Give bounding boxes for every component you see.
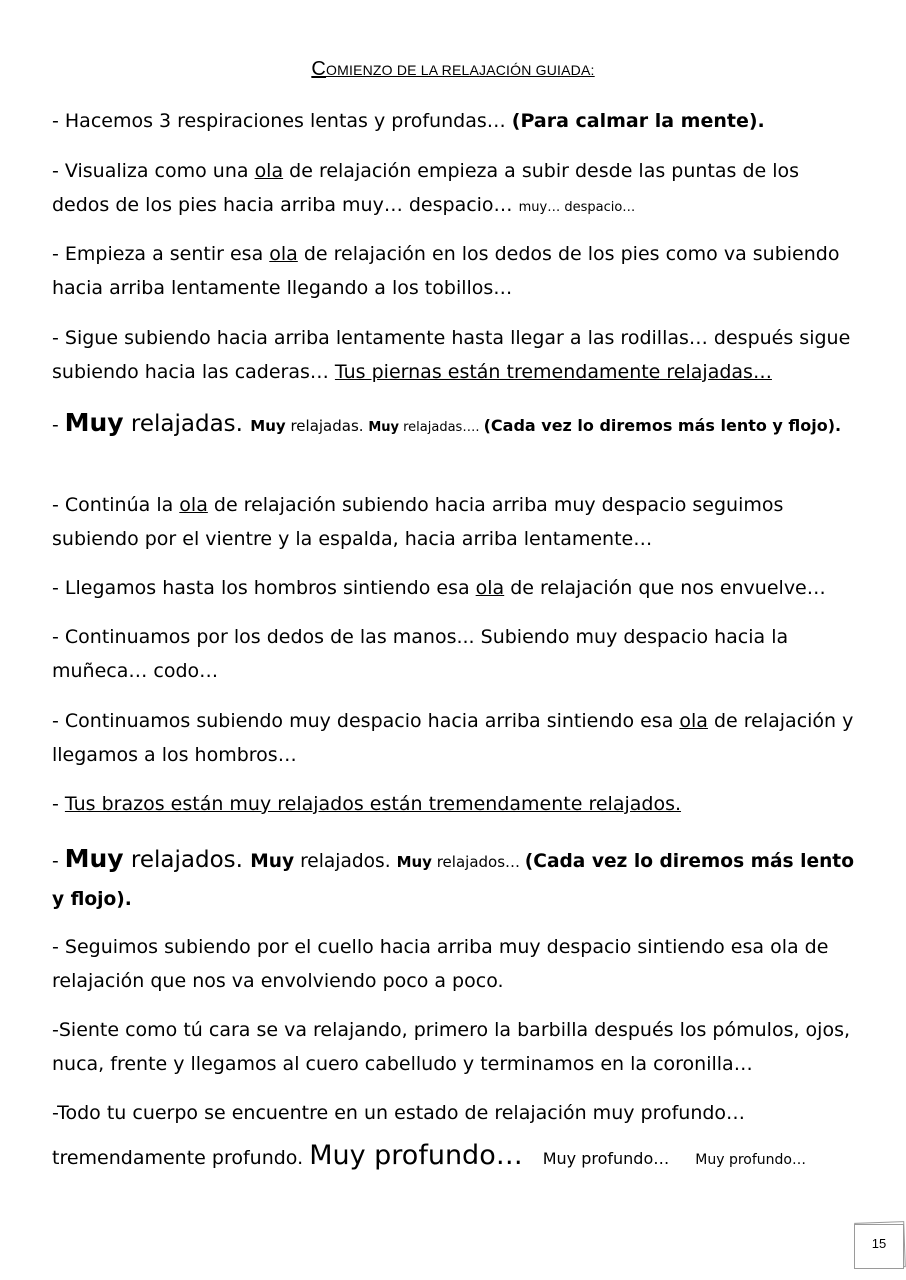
relajadas-small: relajadas…. [398,420,484,435]
muy-medium: Muy [250,851,295,872]
paragraph-hands [52,620,862,688]
arms-relaxed-underlined: Tus brazos están muy relajados están tremendamente relajados. [64,793,682,815]
paragraph-arms-repeat [52,840,862,919]
slower-note: (Cada vez lo diremos más lento y flojo). [483,416,842,435]
arms-text-a: - Continuamos subiendo muy despacio hacia arriba sintiendo esa [52,710,680,732]
feel-text-a: - Empieza a sentir esa [52,243,270,265]
muy-small: Muy [396,853,432,871]
relajados-medium: relajados. [294,851,397,872]
muy-profundo-medium: Muy profundo… [542,1149,670,1168]
paragraph-neck [52,930,862,998]
shoulders-text-b: de relajación que nos envuelve… [504,577,826,599]
title-text: OMIENZO DE LA RELAJACIÓN GUIADA: [326,62,595,78]
ola-word: ola [254,160,284,182]
paragraph-legs-repeat [52,406,862,445]
ola-word: ola [679,710,708,732]
breathing-text: - Hacemos 3 respiraciones lentas y profundas… [52,110,512,132]
paragraph-belly-back [52,488,862,556]
paragraph-whole-body-line2 [52,1136,862,1180]
paragraph-shoulders [52,571,862,605]
belly-text-b: de relajación subiendo hacia arriba muy despacio seguimos subiendo por el vientre y la espalda, hacia arriba lentamente… [52,494,784,550]
page-title [0,58,906,81]
hands-text: - Continuamos por los dedos de las manos... Subiendo muy despacio hacia la muñeca… codo… [52,626,789,682]
relajados-small: relajados… [431,853,525,871]
paragraph-arms-up [52,704,862,772]
relajadas-medium: relajadas. [285,417,369,435]
legs-relaxed-underlined: Tus piernas están tremendamente relajadas… [334,361,772,383]
paragraph-whole-body [52,1096,862,1130]
paragraph-arms-relaxed [52,787,862,821]
visualize-text-b: de relajación empieza a subir desde las puntas de los dedos de los pies hacia arriba muy… despacio… [52,160,800,216]
muy-large: Muy [64,844,124,873]
page-number-badge [852,1222,906,1268]
whole-body-line1: -Todo tu cuerpo se encuentre en un estado de relajación muy profundo… [52,1102,746,1124]
face-text: -Siente como tú cara se va relajando, primero la barbilla después los pómulos, ojos, nuca, frente y llegamos al cuero cabelludo y terminamos en la coronilla… [52,1019,851,1075]
feel-text-b: de relajación en los dedos de los pies como va subiendo hacia arriba lentamente llegando a los tobillos… [52,243,840,299]
paragraph-face [52,1013,862,1081]
page-number: 15 [871,1236,887,1251]
arms-text-b: de relajación y llegamos a los hombros… [52,710,854,766]
neck-text: - Seguimos subiendo por el cuello hacia arriba muy despacio sintiendo esa ola de relajación que nos va envolviendo poco a poco. [52,936,829,992]
muy-large: Muy [64,408,124,437]
tremendamente-profundo: tremendamente profundo. [52,1147,310,1169]
ola-word: ola [179,494,208,516]
ola-word: ola [475,577,505,599]
relajados-large: relajados. [123,847,251,873]
visualize-small-text: muy… despacio… [518,200,636,215]
dash: - [52,415,65,436]
belly-text-a: - Continúa la [52,494,180,516]
muy-profundo-small: Muy profundo… [695,1152,806,1168]
ola-word: ola [269,243,298,265]
slower-note: (Cada vez lo diremos más lento y flojo). [52,851,854,910]
dash: - [52,851,65,872]
relajadas-large: relajadas. [123,411,251,437]
paragraph-feel-wave [52,237,862,305]
visualize-text-a: - Visualiza como una [52,160,255,182]
paragraph-breathing [52,104,862,138]
paragraph-visualize-wave [52,154,862,225]
dash: - [52,793,65,815]
muy-profundo-large: Muy profundo… [309,1140,523,1171]
shoulders-text-a: - Llegamos hasta los hombros sintiendo esa [52,577,476,599]
title-initial: C [311,58,327,80]
legs-text: - Sigue subiendo hacia arriba lentamente hasta llegar a las rodillas… después sigue subiendo hacia las caderas… [52,327,851,383]
breathing-note: (Para calmar la mente). [511,110,765,132]
muy-medium: Muy [250,417,286,435]
muy-small: Muy [368,420,399,435]
paragraph-legs [52,321,862,389]
